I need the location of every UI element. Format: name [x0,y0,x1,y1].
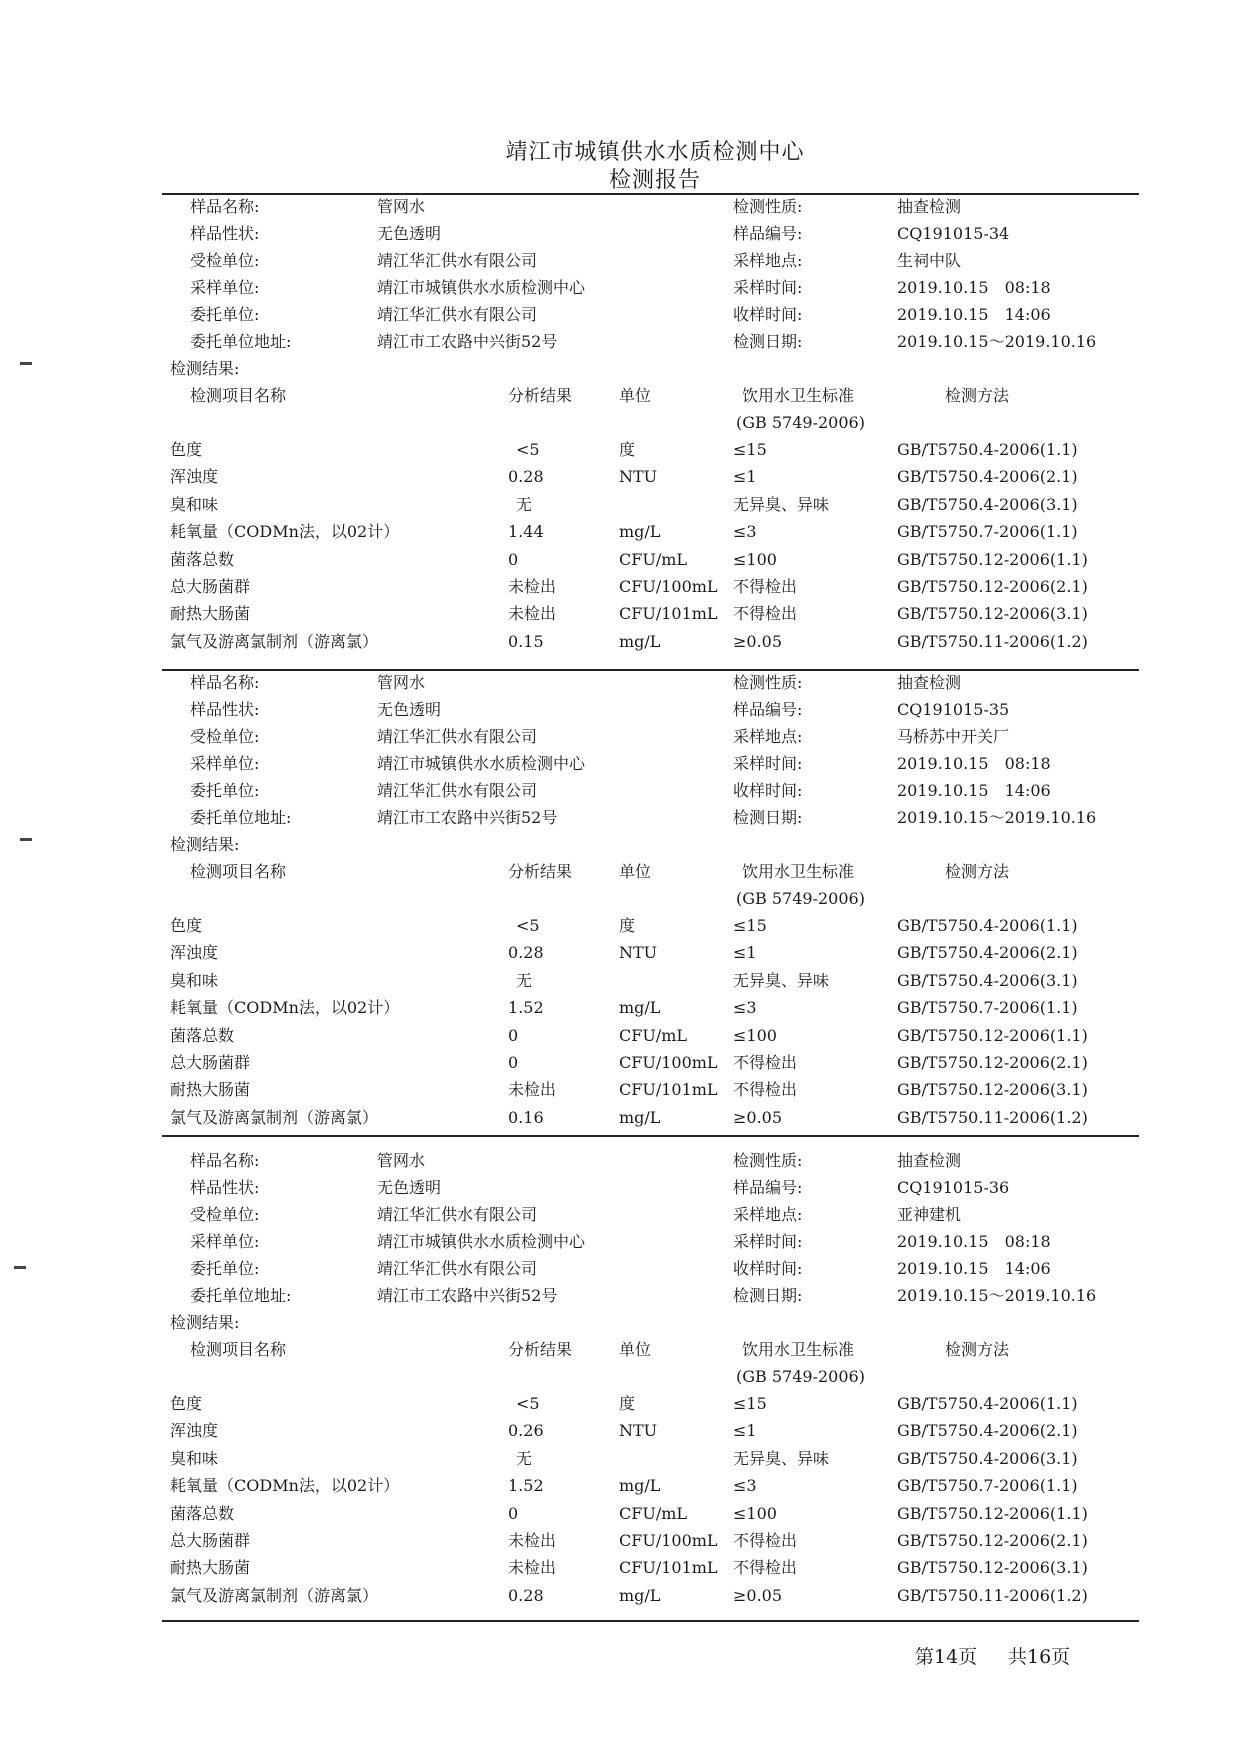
value-sampling-location: 马桥苏中开关厂 [897,727,1010,746]
header-method: 检测方法 [945,862,1010,881]
value-test-date: 2019.10.15～2019.10.16 [897,808,1097,827]
row-result: <5 [516,1394,540,1413]
row-result: 未检出 [508,577,557,596]
value-sample-name: 管网水 [377,673,426,692]
value-client-unit: 靖江华汇供水有限公司 [377,305,538,324]
row-method: GB/T5750.12-2006(3.1) [897,604,1088,623]
header-item-name: 检测项目名称 [190,386,287,405]
label-test-nature: 检测性质: [733,197,803,216]
value-test-nature: 抽查检测 [897,673,962,692]
row-standard: ≥0.05 [733,1108,783,1127]
label-test-nature: 检测性质: [733,1151,803,1170]
row-unit: 度 [619,916,636,935]
row-item-name: 浑浊度 [170,943,219,962]
row-result: 0 [508,1053,519,1072]
results-caption: 检测结果: [170,1313,240,1332]
header-standard: 饮用水卫生标准 [742,1340,855,1359]
label-sampling-unit: 采样单位: [190,278,260,297]
label-sample-property: 样品性状: [190,224,260,243]
row-unit: CFU/mL [619,550,688,569]
value-sampling-unit: 靖江市城镇供水水质检测中心 [377,278,586,297]
row-unit: CFU/101mL [619,1080,718,1099]
row-standard: 不得检出 [733,1558,798,1577]
label-sampling-location: 采样地点: [733,251,803,270]
report-title: 检测报告 [608,168,701,193]
label-test-date: 检测日期: [733,808,803,827]
value-receipt-time: 2019.10.15 14:06 [897,1259,1051,1278]
section-divider [162,669,1139,671]
row-item-name: 色度 [170,440,203,459]
row-item-name: 臭和味 [170,971,219,990]
row-item-name: 菌落总数 [170,1026,235,1045]
results-caption: 检测结果: [170,359,240,378]
label-client-address: 委托单位地址: [190,1286,292,1305]
row-item-name: 浑浊度 [170,1421,219,1440]
row-standard: ≥0.05 [733,1586,783,1605]
row-result: 未检出 [508,1080,557,1099]
value-sampling-time: 2019.10.15 08:18 [897,754,1051,773]
value-inspected-unit: 靖江华汇供水有限公司 [377,251,538,270]
header-standard-code: (GB 5749-2006) [736,889,865,908]
value-receipt-time: 2019.10.15 14:06 [897,781,1051,800]
row-result: 0 [508,1026,519,1045]
label-receipt-time: 收样时间: [733,1259,803,1278]
row-unit: mg/L [619,632,661,651]
row-unit: CFU/mL [619,1026,688,1045]
row-unit: CFU/100mL [619,1053,718,1072]
value-sample-number: CQ191015-36 [897,1178,1010,1197]
row-method: GB/T5750.7-2006(1.1) [897,998,1078,1017]
row-method: GB/T5750.4-2006(2.1) [897,467,1078,486]
row-result: 1.52 [508,998,544,1017]
value-test-nature: 抽查检测 [897,197,962,216]
row-standard: ≤1 [733,467,757,486]
row-unit: mg/L [619,998,661,1017]
row-item-name: 总大肠菌群 [170,1053,251,1072]
row-item-name: 耗氧量（CODMn法，以02计） [170,998,400,1017]
label-sample-name: 样品名称: [190,1151,260,1170]
row-result: 1.44 [508,522,544,541]
label-test-date: 检测日期: [733,332,803,351]
row-method: GB/T5750.4-2006(3.1) [897,971,1078,990]
row-unit: NTU [619,943,658,962]
row-item-name: 耐热大肠菌 [170,1558,251,1577]
row-unit: mg/L [619,1586,661,1605]
row-result: 未检出 [508,1531,557,1550]
row-standard: 无异臭、异味 [733,495,830,514]
header-unit: 单位 [619,1340,652,1359]
header-result: 分析结果 [508,1340,573,1359]
row-result: 0.15 [508,632,544,651]
row-method: GB/T5750.12-2006(1.1) [897,1504,1088,1523]
row-unit: 度 [619,1394,636,1413]
label-sample-property: 样品性状: [190,700,260,719]
value-sample-number: CQ191015-34 [897,224,1010,243]
label-sample-name: 样品名称: [190,197,260,216]
row-method: GB/T5750.12-2006(3.1) [897,1558,1088,1577]
row-result: 0.28 [508,467,544,486]
row-item-name: 臭和味 [170,1449,219,1468]
row-result: 0.28 [508,943,544,962]
page-total: 共16页 [1008,1646,1071,1668]
label-sample-number: 样品编号: [733,1178,803,1197]
row-method: GB/T5750.12-2006(2.1) [897,1053,1088,1072]
value-sampling-unit: 靖江市城镇供水水质检测中心 [377,754,586,773]
row-result: 未检出 [508,1558,557,1577]
value-sample-number: CQ191015-35 [897,700,1010,719]
row-standard: ≤100 [733,550,777,569]
value-test-date: 2019.10.15～2019.10.16 [897,332,1097,351]
sample-section [0,673,1240,1127]
row-item-name: 耐热大肠菌 [170,1080,251,1099]
header-rule [162,193,1139,195]
value-client-address: 靖江市工农路中兴街52号 [377,1286,558,1305]
label-client-unit: 委托单位: [190,305,260,324]
row-standard: ≤3 [733,998,757,1017]
row-result: 未检出 [508,604,557,623]
row-item-name: 菌落总数 [170,1504,235,1523]
header-item-name: 检测项目名称 [190,1340,287,1359]
row-unit: 度 [619,440,636,459]
header-unit: 单位 [619,386,652,405]
label-sample-name: 样品名称: [190,673,260,692]
row-method: GB/T5750.11-2006(1.2) [897,1586,1088,1605]
page-current: 第14页 [915,1646,978,1668]
value-client-address: 靖江市工农路中兴街52号 [377,808,558,827]
label-inspected-unit: 受检单位: [190,1205,260,1224]
label-receipt-time: 收样时间: [733,781,803,800]
row-item-name: 耐热大肠菌 [170,604,251,623]
row-standard: ≤15 [733,440,767,459]
footer-rule [162,1620,1139,1622]
row-item-name: 色度 [170,1394,203,1413]
value-sampling-time: 2019.10.15 08:18 [897,1232,1051,1251]
row-result: 0 [508,550,519,569]
row-method: GB/T5750.4-2006(1.1) [897,1394,1078,1413]
label-client-address: 委托单位地址: [190,332,292,351]
row-result: <5 [516,916,540,935]
row-standard: ≤100 [733,1504,777,1523]
row-standard: ≤3 [733,522,757,541]
value-sample-name: 管网水 [377,1151,426,1170]
row-method: GB/T5750.4-2006(2.1) [897,1421,1078,1440]
row-method: GB/T5750.12-2006(3.1) [897,1080,1088,1099]
row-method: GB/T5750.4-2006(1.1) [897,440,1078,459]
row-method: GB/T5750.12-2006(1.1) [897,550,1088,569]
row-result: 无 [516,1449,533,1468]
label-sampling-time: 采样时间: [733,1232,803,1251]
header-standard: 饮用水卫生标准 [742,386,855,405]
value-receipt-time: 2019.10.15 14:06 [897,305,1051,324]
row-unit: CFU/101mL [619,1558,718,1577]
value-sample-property: 无色透明 [377,224,442,243]
row-item-name: 总大肠菌群 [170,577,251,596]
value-sampling-time: 2019.10.15 08:18 [897,278,1051,297]
row-item-name: 耗氧量（CODMn法，以02计） [170,522,400,541]
row-standard: ≤15 [733,916,767,935]
row-standard: 无异臭、异味 [733,971,830,990]
row-unit: mg/L [619,522,661,541]
row-unit: mg/L [619,1108,661,1127]
row-result: 0.26 [508,1421,544,1440]
section-divider [162,1135,1139,1137]
header-standard: 饮用水卫生标准 [742,862,855,881]
value-sampling-location: 亚神建机 [897,1205,962,1224]
label-sampling-location: 采样地点: [733,727,803,746]
row-unit: NTU [619,1421,658,1440]
label-sampling-unit: 采样单位: [190,1232,260,1251]
header-method: 检测方法 [945,386,1010,405]
row-standard: ≤15 [733,1394,767,1413]
row-unit: CFU/101mL [619,604,718,623]
value-sample-property: 无色透明 [377,700,442,719]
row-item-name: 氯气及游离氯制剂（游离氯） [170,1108,379,1127]
row-method: GB/T5750.4-2006(3.1) [897,1449,1078,1468]
header-unit: 单位 [619,862,652,881]
label-sampling-unit: 采样单位: [190,754,260,773]
label-test-date: 检测日期: [733,1286,803,1305]
results-caption: 检测结果: [170,835,240,854]
row-item-name: 色度 [170,916,203,935]
value-inspected-unit: 靖江华汇供水有限公司 [377,727,538,746]
row-result: <5 [516,440,540,459]
header-standard-code: (GB 5749-2006) [736,1367,865,1386]
row-item-name: 氯气及游离氯制剂（游离氯） [170,632,379,651]
label-sample-number: 样品编号: [733,224,803,243]
row-result: 0 [508,1504,519,1523]
label-receipt-time: 收样时间: [733,305,803,324]
row-method: GB/T5750.11-2006(1.2) [897,1108,1088,1127]
row-item-name: 臭和味 [170,495,219,514]
row-method: GB/T5750.12-2006(2.1) [897,577,1088,596]
label-test-nature: 检测性质: [733,673,803,692]
row-method: GB/T5750.4-2006(3.1) [897,495,1078,514]
sample-section [0,197,1240,651]
label-inspected-unit: 受检单位: [190,727,260,746]
label-sampling-location: 采样地点: [733,1205,803,1224]
row-standard: ≤100 [733,1026,777,1045]
row-standard: 不得检出 [733,1531,798,1550]
row-item-name: 总大肠菌群 [170,1531,251,1550]
label-sampling-time: 采样时间: [733,754,803,773]
header-result: 分析结果 [508,862,573,881]
row-standard: ≤1 [733,943,757,962]
label-client-unit: 委托单位: [190,1259,260,1278]
row-method: GB/T5750.4-2006(2.1) [897,943,1078,962]
row-unit: CFU/100mL [619,577,718,596]
row-item-name: 氯气及游离氯制剂（游离氯） [170,1586,379,1605]
label-client-address: 委托单位地址: [190,808,292,827]
value-sampling-unit: 靖江市城镇供水水质检测中心 [377,1232,586,1251]
label-client-unit: 委托单位: [190,781,260,800]
row-item-name: 菌落总数 [170,550,235,569]
label-sampling-time: 采样时间: [733,278,803,297]
value-client-unit: 靖江华汇供水有限公司 [377,781,538,800]
row-item-name: 耗氧量（CODMn法，以02计） [170,1476,400,1495]
row-standard: 不得检出 [733,1080,798,1099]
row-standard: 不得检出 [733,604,798,623]
row-method: GB/T5750.7-2006(1.1) [897,1476,1078,1495]
value-test-nature: 抽查检测 [897,1151,962,1170]
header-method: 检测方法 [945,1340,1010,1359]
label-sample-number: 样品编号: [733,700,803,719]
value-client-unit: 靖江华汇供水有限公司 [377,1259,538,1278]
row-standard: ≥0.05 [733,632,783,651]
header-result: 分析结果 [508,386,573,405]
value-client-address: 靖江市工农路中兴街52号 [377,332,558,351]
row-standard: ≤1 [733,1421,757,1440]
sample-section [0,1151,1240,1605]
row-result: 0.28 [508,1586,544,1605]
row-item-name: 浑浊度 [170,467,219,486]
row-unit: mg/L [619,1476,661,1495]
row-standard: 无异臭、异味 [733,1449,830,1468]
row-method: GB/T5750.12-2006(2.1) [897,1531,1088,1550]
row-method: GB/T5750.7-2006(1.1) [897,522,1078,541]
org-title: 靖江市城镇供水水质检测中心 [505,140,805,165]
row-unit: CFU/100mL [619,1531,718,1550]
row-method: GB/T5750.11-2006(1.2) [897,632,1088,651]
row-result: 0.16 [508,1108,544,1127]
row-method: GB/T5750.4-2006(1.1) [897,916,1078,935]
row-result: 无 [516,495,533,514]
label-inspected-unit: 受检单位: [190,251,260,270]
row-unit: NTU [619,467,658,486]
row-result: 1.52 [508,1476,544,1495]
value-sampling-location: 生祠中队 [897,251,962,270]
row-method: GB/T5750.12-2006(1.1) [897,1026,1088,1045]
row-standard: ≤3 [733,1476,757,1495]
value-inspected-unit: 靖江华汇供水有限公司 [377,1205,538,1224]
value-sample-name: 管网水 [377,197,426,216]
header-item-name: 检测项目名称 [190,862,287,881]
value-sample-property: 无色透明 [377,1178,442,1197]
header-standard-code: (GB 5749-2006) [736,413,865,432]
row-result: 无 [516,971,533,990]
value-test-date: 2019.10.15～2019.10.16 [897,1286,1097,1305]
row-standard: 不得检出 [733,1053,798,1072]
row-unit: CFU/mL [619,1504,688,1523]
row-standard: 不得检出 [733,577,798,596]
label-sample-property: 样品性状: [190,1178,260,1197]
